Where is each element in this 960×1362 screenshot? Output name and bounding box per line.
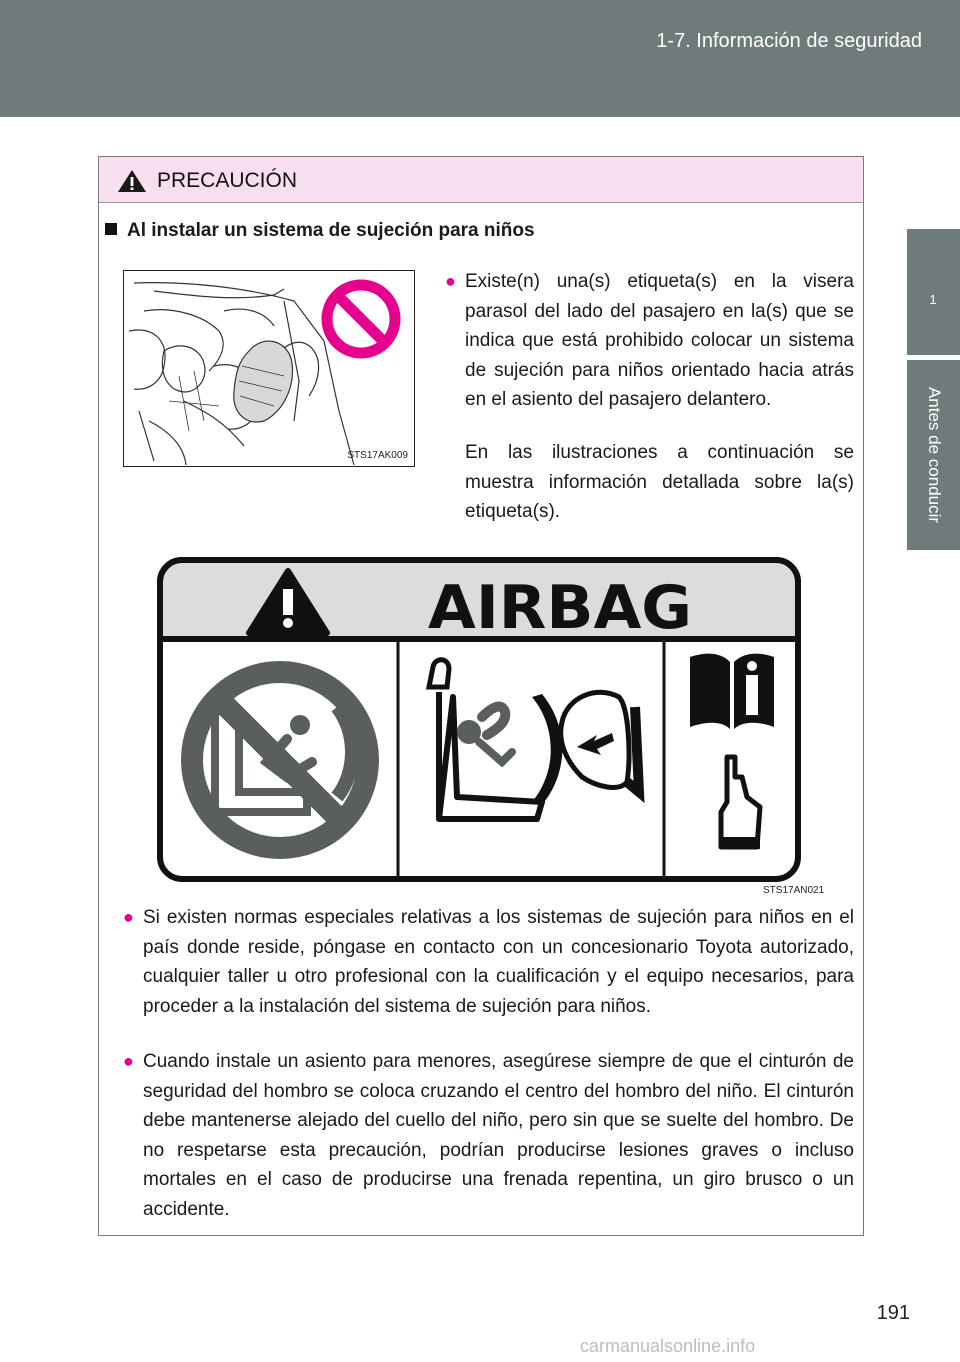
bullet-dot-icon: ● xyxy=(445,271,456,291)
caution-header xyxy=(99,157,863,203)
airbag-warning-label xyxy=(157,557,801,882)
sun-visor-illustration xyxy=(123,270,415,467)
chapter-label: Antes de conducir xyxy=(925,386,944,524)
sub-heading-text: Al instalar un sistema de sujeción para niños xyxy=(127,220,535,241)
list-item xyxy=(123,1047,854,1224)
illustration-code: STS17AN021 xyxy=(763,885,825,896)
header-band xyxy=(0,0,960,117)
bullet-text: Existe(n) una(s) etiqueta(s) en la visera parasol del lado del pasajero en la(s) que se indica que está prohibido colocar un sistema de sujeción para niños orientado hacia atrás en el asiento del pasajero delantero. xyxy=(465,271,854,410)
sub-heading xyxy=(105,220,535,242)
square-bullet-icon xyxy=(105,223,117,235)
airbag-title: AIRBAG xyxy=(428,573,692,643)
watermark: carmanualsonline.info xyxy=(580,1336,756,1356)
bullet-text: Cuando instale un asiento para menores, asegúrese siempre de que el cinturón de seguridad del hombro se coloca cruzando el centro del hombro del niño. El cinturón debe mantenerse alejado del cuello del niño, pero sin que se suelte del hombro. De no respetarse esta precaución, podrían producirse lesiones graves o incluso mortales en el caso de producirse una frenada repentina, un giro brusco o un accidente. xyxy=(143,1051,854,1220)
list-item xyxy=(123,903,854,1021)
illustration-code: STS17AK009 xyxy=(347,450,408,461)
caution-box xyxy=(98,156,864,1236)
section-title: 1-7. Información de seguridad xyxy=(656,30,922,52)
list-item xyxy=(445,267,854,415)
bullet-dot-icon: ● xyxy=(123,1051,134,1071)
bullet-text-continued: En las ilustraciones a continuación se muestra información detallada sobre la(s) etiqueta(s). xyxy=(465,442,854,522)
car-interior-drawing xyxy=(124,271,414,466)
page-number: 191 xyxy=(876,1302,910,1324)
chapter-number: 1 xyxy=(929,292,937,307)
caution-title: PRECAUCIÓN xyxy=(157,169,298,192)
bullet-text: Si existen normas especiales relativas a los sistemas de sujeción para niños en el país donde reside, póngase en contacto con un concesionario Toyota autorizado, cualquier taller u otro profesional con la cualificación y el equipo necesarios, para proceder a la instalación del sistema de sujeción para niños. xyxy=(143,907,854,1017)
list-item-continued xyxy=(465,438,854,527)
bullet-dot-icon: ● xyxy=(123,907,134,927)
warning-icon xyxy=(117,169,147,193)
